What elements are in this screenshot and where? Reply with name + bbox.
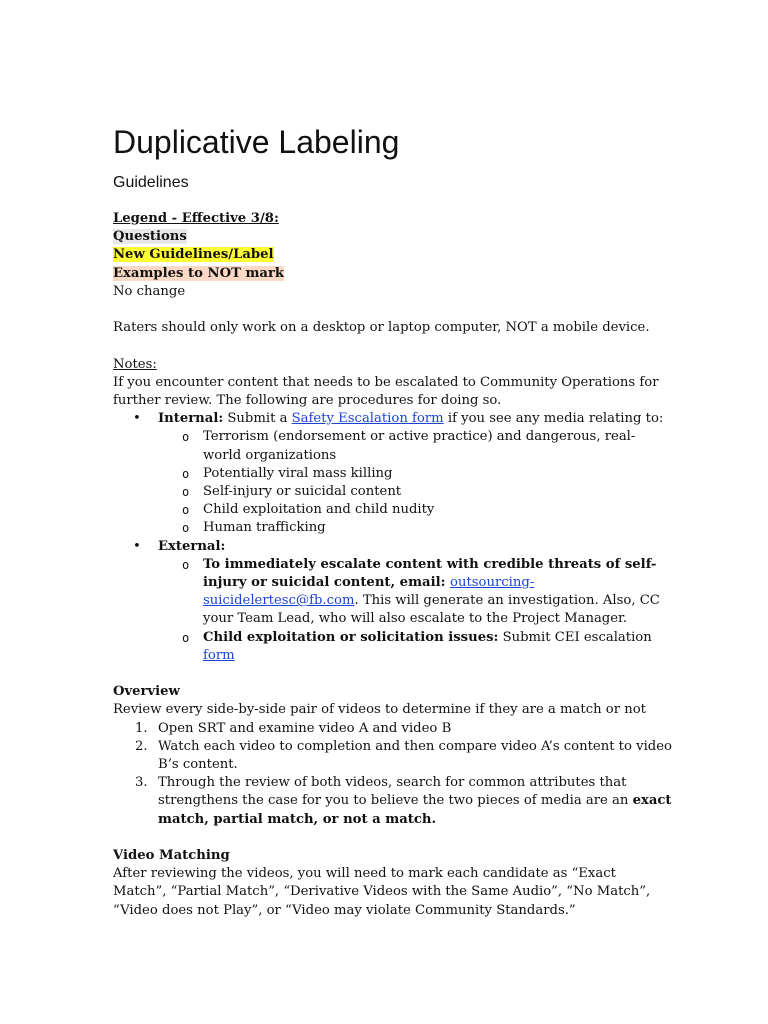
step-item (113, 774, 673, 829)
step-number: 3. (135, 775, 148, 791)
list-item (158, 519, 673, 537)
hollow-bullet-icon: o (182, 630, 190, 645)
external-sublist (158, 556, 673, 665)
video-matching-text: After reviewing the videos, you will need to mark each candidate as “Exact Match”, “Partial Match”, “Derivative Videos with the Same Audio”, “No Match”, “Video does not Play”, or “Video may violate Community Standards.” (113, 866, 651, 918)
step-text: Watch each video to completion and then compare video A’s content to video B’s content. (158, 738, 672, 773)
overview-heading: Overview (113, 684, 180, 700)
hollow-bullet-icon: o (182, 466, 190, 481)
page-title: Duplicative Labeling (113, 124, 400, 160)
notes-intro: If you encounter content that needs to be escalated to Community Operations for further review. The following are procedures for doing so. (113, 374, 659, 408)
step-text: Through the review of both videos, search for common attributes that strengthens the case for you to believe the two pieces of media are an (158, 775, 633, 809)
overview-steps (113, 720, 673, 829)
overview-intro: Review every side-by-side pair of videos to determine if they are a match or not (113, 702, 646, 718)
step-item (113, 720, 673, 738)
legend-new-guidelines: New Guidelines/Label (113, 247, 274, 263)
step-number: 1. (135, 720, 148, 736)
list-item (158, 629, 673, 665)
step-item (113, 738, 673, 774)
document-body (113, 210, 673, 920)
hollow-bullet-icon: o (182, 557, 190, 572)
internal-label: Internal: (158, 411, 224, 427)
legend-no-change: No change (113, 283, 186, 299)
safety-escalation-form-link[interactable]: Safety Escalation form (291, 411, 444, 427)
child-exploitation-rest: Submit CEI escalation (498, 629, 652, 645)
external-label: External: (158, 538, 226, 554)
legend-questions: Questions (113, 229, 187, 245)
list-item-text: Terrorism (endorsement or active practice) and dangerous, real-world organizations (203, 429, 636, 463)
page-subtitle: Guidelines (113, 174, 189, 191)
suicide-escalation-email-link[interactable]: outsourcing-suicidelertesc@fb.com (203, 575, 535, 609)
list-item (158, 428, 673, 464)
list-item (158, 556, 673, 629)
step-number: 2. (135, 738, 148, 754)
device-note: Raters should only work on a desktop or laptop computer, NOT a mobile device. (113, 320, 650, 336)
child-exploitation-label: Child exploitation or solicitation issues: (203, 629, 499, 645)
internal-pre: Submit a (223, 411, 292, 427)
list-item-text: Human trafficking (203, 520, 326, 536)
legend-heading: Legend - Effective 3/8: (113, 211, 279, 226)
list-item (158, 465, 673, 483)
list-item (158, 483, 673, 501)
self-injury-escalation-text: To immediately escalate content with credible threats of self-injury or suicidal content, email: (203, 556, 657, 591)
self-injury-escalation-rest: . This will generate an investigation. Also, CC your Team Lead, who will also escalate to the Project Manager. (203, 593, 660, 627)
internal-sublist (158, 428, 673, 537)
cei-escalation-form-link[interactable]: form (203, 647, 235, 663)
hollow-bullet-icon: o (182, 430, 190, 445)
list-item-text: Child exploitation and child nudity (203, 502, 435, 518)
internal-item (113, 410, 673, 537)
bullet-icon: • (133, 538, 141, 554)
hollow-bullet-icon: o (182, 485, 190, 500)
video-matching-heading: Video Matching (113, 848, 230, 864)
escalation-list (113, 410, 673, 665)
legend-examples-not-mark: Examples to NOT mark (113, 265, 285, 281)
list-item (158, 501, 673, 519)
bullet-icon: • (133, 411, 141, 427)
external-item (113, 538, 673, 665)
hollow-bullet-icon: o (182, 503, 190, 518)
hollow-bullet-icon: o (182, 521, 190, 536)
step-bold-text: exact match, partial match, or not a match. (158, 793, 672, 827)
list-item-text: Potentially viral mass killing (203, 465, 393, 481)
notes-heading: Notes: (113, 356, 157, 372)
internal-post: if you see any media relating to: (443, 411, 664, 427)
step-text: Open SRT and examine video A and video B (158, 720, 452, 736)
list-item-text: Self-injury or suicidal content (203, 484, 402, 500)
